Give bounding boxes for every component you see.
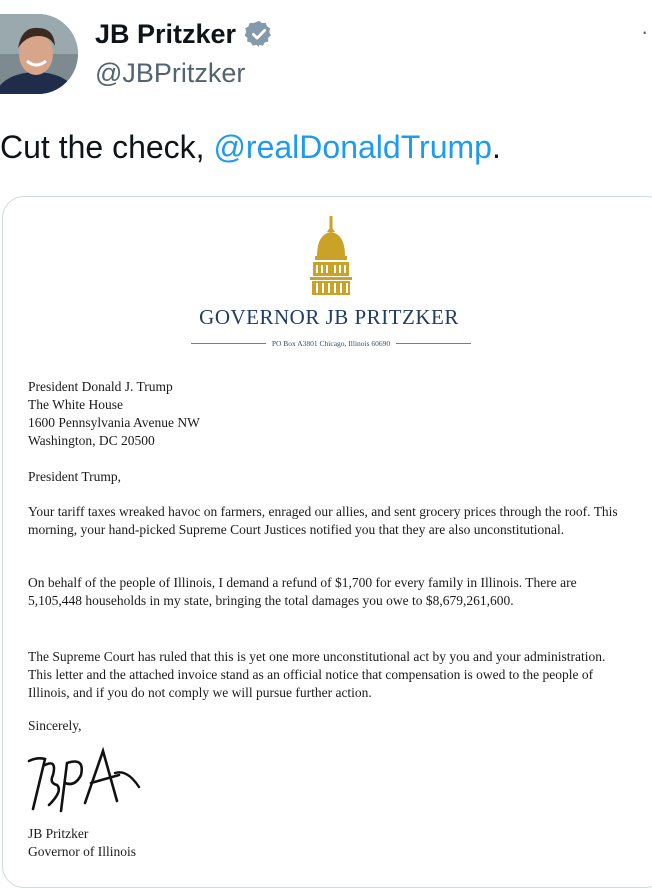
recipient-line: President Donald J. Trump xyxy=(28,379,173,394)
profile-photo xyxy=(0,14,78,94)
avatar[interactable] xyxy=(0,14,78,94)
recipient-line: The White House xyxy=(28,397,123,412)
more-options-icon[interactable]: · xyxy=(641,19,649,44)
author-handle[interactable]: @JBPritzker xyxy=(95,58,246,88)
author-display-name[interactable] xyxy=(95,17,274,51)
tweet-text xyxy=(0,126,501,168)
author-name: JB Pritzker xyxy=(95,19,237,49)
letterhead-address: PO Box A3801 Chicago, Illinois 60690 xyxy=(271,338,391,348)
recipient-line: 1600 Pennsylvania Avenue NW xyxy=(28,415,200,430)
divider xyxy=(191,343,266,344)
letterhead-title: GOVERNOR JB PRITZKER xyxy=(199,305,459,329)
signer-name: JB Pritzker xyxy=(28,826,89,841)
divider xyxy=(396,343,471,344)
tweet-text-prefix: Cut the check, xyxy=(0,129,214,165)
recipient-line: Washington, DC 20500 xyxy=(28,433,155,448)
mention-link[interactable]: @realDonaldTrump xyxy=(213,129,492,165)
letter-paragraph-1: Your tariff taxes wreaked havoc on farmers, enraged our allies, and sent grocery prices through the roof. This morning, your hand-picked Supreme Court Justices notified you that they are also unconstitutional. xyxy=(28,504,618,537)
recipient-address xyxy=(28,378,200,450)
handwritten-signature xyxy=(23,739,153,819)
verified-badge-icon xyxy=(244,19,274,49)
tweet-media-image[interactable] xyxy=(2,196,652,888)
letter-paragraph-2: On behalf of the people of Illinois, I demand a refund of $1,700 for every family in Illinois. There are 5,105,448 households in my state, bringing the total damages you owe to $8,679,261,600. xyxy=(28,575,577,608)
tweet-text-suffix: . xyxy=(491,129,501,165)
capitol-seal-icon xyxy=(307,216,355,298)
signer-title: Governor of Illinois xyxy=(28,844,136,859)
letterhead-address-line xyxy=(191,337,471,349)
salutation: President Trump, xyxy=(28,469,122,484)
letter-closing: Sincerely, xyxy=(28,718,82,733)
letter-paragraph-3: The Supreme Court has ruled that this is yet one more unconstitutional act by you and your administration. This letter and the attached invoice stand as an official notice that compensation is owed to the people of Illinois, and if you do not comply we will pursue further action. xyxy=(28,649,606,700)
letter-document xyxy=(3,197,652,887)
